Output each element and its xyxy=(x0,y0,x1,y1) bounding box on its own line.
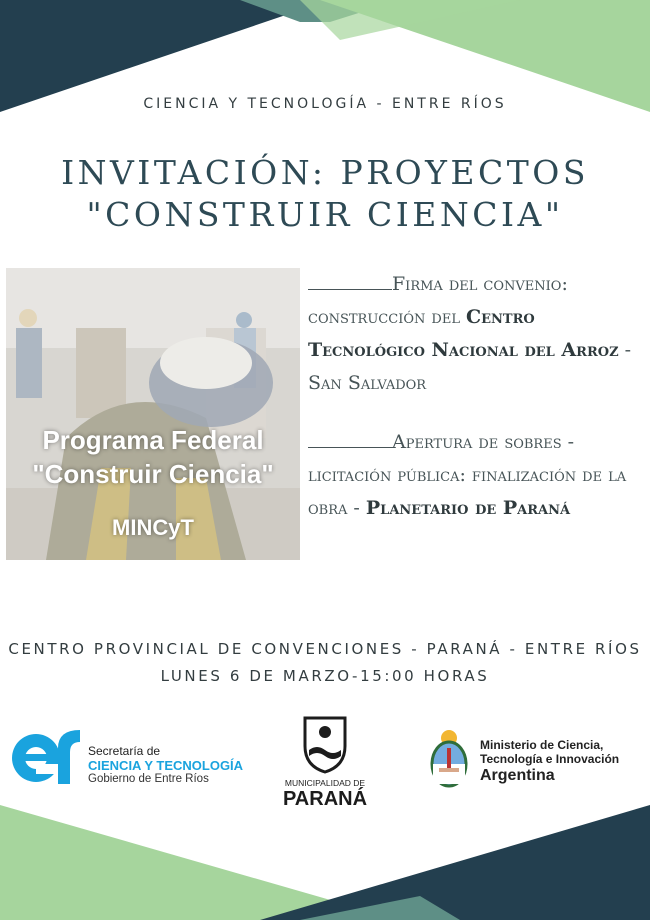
event-item-apertura xyxy=(308,426,644,525)
event-1-prefix: Firma del convenio: construcción del xyxy=(308,273,568,328)
date-text: LUNES 6 DE MARZO-15:00 HORAS xyxy=(160,667,490,685)
event-1-highlight: Centro Tecnológico Nacional del Arroz xyxy=(308,306,619,361)
municipalidad-logo xyxy=(275,712,375,812)
event-2-highlight: Planetario de Paraná xyxy=(365,497,571,519)
event-item-convenio xyxy=(308,268,644,400)
secretaria-logo xyxy=(8,724,258,794)
photo-caption-line-2: "Construir Ciencia" xyxy=(32,459,274,489)
ministerio-logo xyxy=(426,726,646,796)
secretaria-line-2: CIENCIA Y TECNOLOGÍA xyxy=(88,758,244,773)
event-2-prefix: Apertura de sobres - licitación pública: finalización de la obra - xyxy=(308,431,627,519)
secretaria-line-3: Gobierno de Entre Ríos xyxy=(88,773,209,785)
municipalidad-line-1: MUNICIPALIDAD DE xyxy=(284,778,366,788)
photo-caption-line-1: Programa Federal xyxy=(42,425,264,455)
parana-shield-icon xyxy=(301,712,349,774)
events-list xyxy=(308,268,644,551)
ministerio-line-3: Argentina xyxy=(480,767,555,784)
signature-blank-line xyxy=(308,433,392,448)
argentina-coat-of-arms-icon xyxy=(426,726,472,792)
signature-blank-line xyxy=(308,275,392,290)
photo-caption-title xyxy=(6,423,300,491)
ministerio-line-1: Ministerio de Ciencia, xyxy=(480,738,604,752)
title-line-2: "CONSTRUIR CIENCIA" xyxy=(86,195,564,234)
photo-caption-mincyt: MINCyT xyxy=(112,515,194,540)
secretaria-line-1: Secretaría de xyxy=(88,744,161,758)
bottom-navy-triangle xyxy=(260,805,650,920)
program-photo xyxy=(6,268,300,560)
kicker-text: CIENCIA Y TECNOLOGÍA - ENTRE RÍOS xyxy=(143,96,507,112)
page-title xyxy=(0,152,650,236)
municipalidad-line-2: PARANÁ xyxy=(282,788,368,810)
title-line-1: INVITACIÓN: PROYECTOS xyxy=(61,153,589,192)
venue-text: CENTRO PROVINCIAL DE CONVENCIONES - PARANÁ - ENTRE RÍOS xyxy=(8,640,642,658)
event-1-suffix: - San Salvador xyxy=(308,339,632,394)
ministerio-line-2: Tecnología e Innovación xyxy=(480,752,620,766)
er-logo-icon xyxy=(8,724,84,786)
